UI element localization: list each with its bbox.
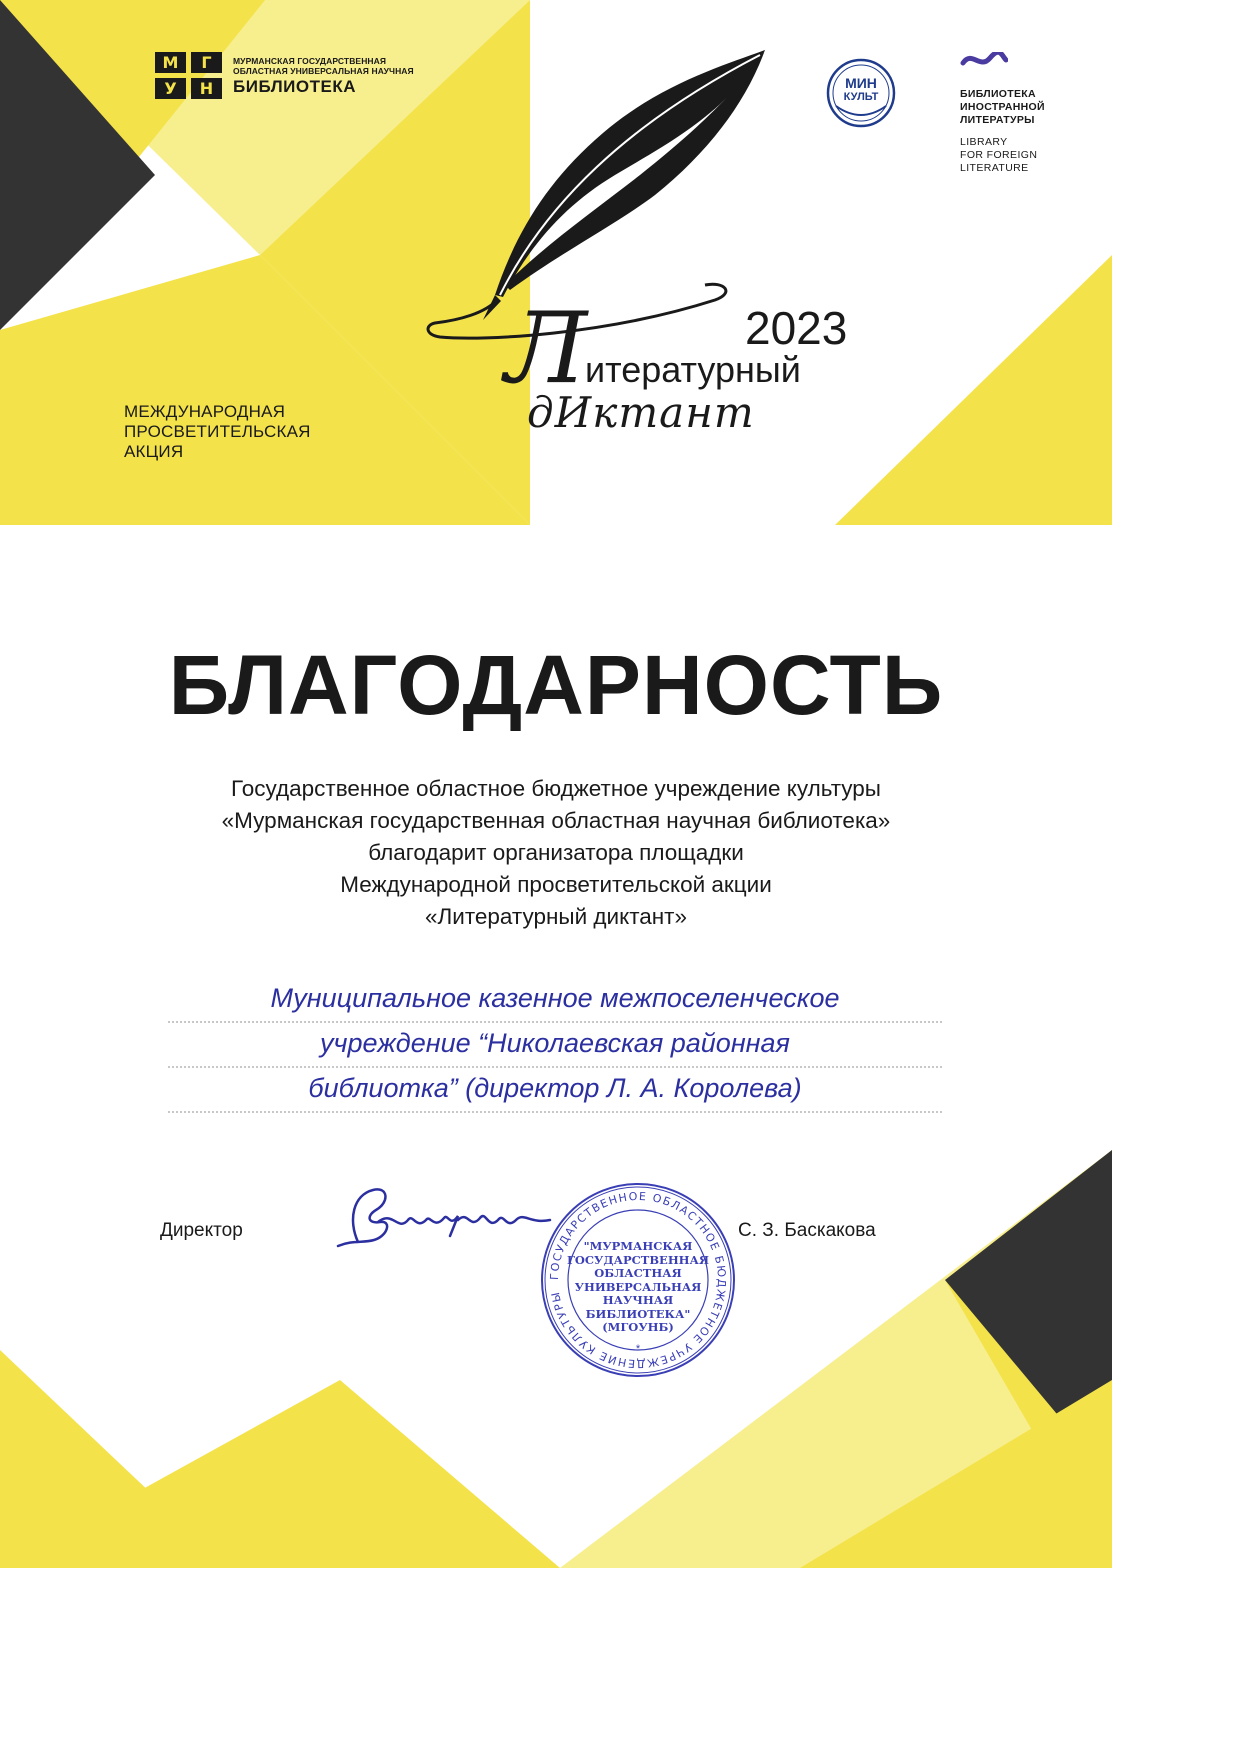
intro-line: благодарит организатора площадки: [368, 840, 744, 865]
mgounb-logo-mark: [155, 52, 225, 100]
intro-line: Государственное областное бюджетное учреждение культуры: [231, 776, 881, 801]
signer-position: Директор: [160, 1220, 243, 1241]
signer-name: С. З. Баскакова: [738, 1220, 876, 1241]
stamp-inner-text: [556, 1240, 720, 1335]
logo-mark-letter: Н: [199, 79, 214, 98]
mgounb-logo-line1: МУРМАНСКАЯ ГОСУДАРСТВЕННАЯ: [233, 56, 387, 66]
foreign-library-ru-line: БИБЛИОТЕКА: [960, 88, 1036, 100]
mgounb-logo: [155, 52, 435, 102]
stamp-inner-line: (МГОУНБ): [602, 1320, 674, 1334]
logo-mark-letter: У: [164, 79, 177, 98]
intro-line: «Мурманская государственная областная научная библиотека»: [221, 808, 891, 833]
minkult-logo-line2: КУЛЬТ: [843, 91, 879, 103]
foreign-library-ru-line: ИНОСТРАННОЙ: [960, 101, 1045, 113]
recipient-line: учреждение “Николаевская районная: [168, 1023, 942, 1068]
action-label-line: ПРОСВЕТИТЕЛЬСКАЯ: [124, 422, 311, 441]
stamp-inner-line: "МУРМАНСКАЯ: [583, 1239, 693, 1253]
mgounb-logo-line2: ОБЛАСТНАЯ УНИВЕРСАЛЬНАЯ НАУЧНАЯ: [233, 66, 414, 76]
stamp-inner-line: НАУЧНАЯ: [602, 1293, 674, 1307]
stamp-inner-line: ГОСУДАРСТВЕННАЯ: [566, 1252, 710, 1267]
quill-icon: [425, 45, 785, 345]
intro-line: «Литературный диктант»: [424, 904, 688, 929]
logo-mark-letter: М: [162, 53, 179, 72]
action-label: [124, 402, 311, 462]
official-stamp: [538, 1180, 738, 1380]
minkult-logo-line1: МИН: [845, 75, 877, 91]
foreign-library-ru-line: ЛИТЕРАТУРЫ: [960, 114, 1035, 126]
foreign-library-en-line: LIBRARY: [960, 136, 1008, 148]
mgounb-logo-text: [233, 56, 414, 98]
logo-mark-letter: Г: [201, 53, 212, 72]
action-label-line: МЕЖДУНАРОДНАЯ: [124, 402, 286, 421]
handwritten-signature: [318, 1180, 558, 1260]
emblem-year: 2023: [745, 302, 848, 354]
emblem-word2: дИктант: [527, 388, 755, 437]
mgounb-logo-line3: БИБЛИОТЕКА: [233, 77, 356, 96]
foreign-library-logo: [960, 52, 1100, 175]
stamp-star: *: [635, 1343, 641, 1355]
wave-icon: [960, 52, 1008, 68]
stamp-inner-line: ОБЛАСТНАЯ: [594, 1266, 682, 1280]
intro-line: Международной просветительской акции: [340, 872, 772, 897]
emblem-word1: итературный: [585, 349, 801, 390]
emblem-big-letter: Л: [505, 292, 587, 406]
certificate-title: БЛАГОДАРНОСТЬ: [168, 638, 944, 732]
stamp-inner-line: УНИВЕРСАЛЬНАЯ: [574, 1279, 702, 1294]
recipient-block: [168, 978, 942, 1113]
foreign-library-en-line: LITERATURE: [960, 162, 1029, 174]
intro-text: [0, 773, 1112, 933]
stamp-ring-text: ГОСУДАРСТВЕННОЕ ОБЛАСТНОЕ БЮДЖЕТНОЕ УЧРЕЖДЕНИЕ КУЛЬТУРЫ: [547, 1189, 729, 1371]
minkult-logo: [826, 58, 896, 128]
stamp-inner-line: БИБЛИОТЕКА": [585, 1306, 691, 1321]
recipient-line: Муниципальное казенное межпоселенческое: [168, 978, 942, 1023]
recipient-line: библиотка” (директор Л. А. Королева): [168, 1068, 942, 1113]
action-label-line: АКЦИЯ: [124, 442, 184, 461]
foreign-library-en-line: FOR FOREIGN: [960, 149, 1038, 161]
